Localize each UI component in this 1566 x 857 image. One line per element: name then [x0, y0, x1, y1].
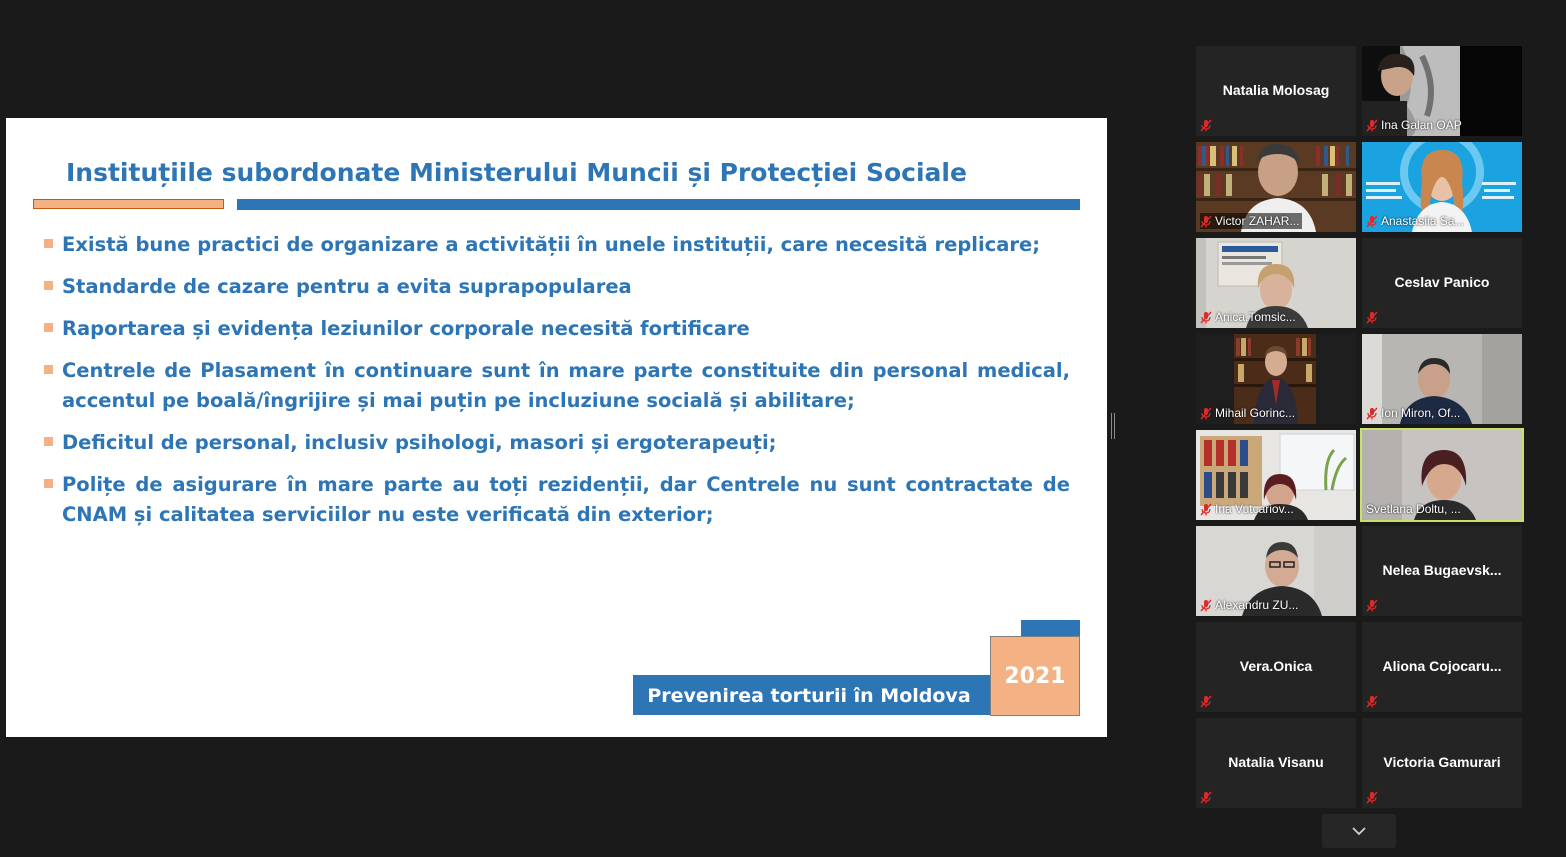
square-bullet-icon	[44, 479, 53, 488]
muted-mic-icon	[1200, 599, 1212, 612]
participant-tile[interactable]	[1196, 622, 1356, 712]
participant-tile[interactable]	[1196, 46, 1356, 136]
muted-mic-icon	[1200, 695, 1212, 708]
muted-mic-icon	[1366, 599, 1378, 612]
muted-mic-icon	[1200, 503, 1212, 516]
shared-screen-slide	[6, 118, 1107, 737]
participant-name: Nelea Bugaevsk...	[1382, 562, 1502, 578]
muted-mic-icon	[1366, 311, 1378, 324]
slide-bullet: Centrele de Plasament în continuare sunt în mare parte constituite din personal medical, accentul pe boală/îngrijire și mai puțin pe incluziune socială și abilitare;	[44, 356, 1070, 416]
participant-name: Natalia Visanu	[1228, 754, 1324, 770]
participant-name: Victor ZAHAR...	[1215, 214, 1300, 228]
participant-tile[interactable]	[1362, 622, 1522, 712]
muted-mic-icon	[1200, 119, 1212, 132]
participant-tile[interactable]	[1196, 526, 1356, 616]
muted-mic-icon	[1366, 407, 1378, 420]
muted-mic-icon	[1366, 215, 1378, 228]
participant-tile[interactable]	[1362, 526, 1522, 616]
participant-name: Alexandru ZU...	[1215, 598, 1299, 612]
participant-tile-active-speaker[interactable]	[1362, 430, 1522, 520]
muted-mic-icon	[1366, 695, 1378, 708]
square-bullet-icon	[44, 437, 53, 446]
participant-tile[interactable]	[1362, 238, 1522, 328]
muted-mic-icon	[1200, 215, 1212, 228]
square-bullet-icon	[44, 323, 53, 332]
title-underline-orange	[33, 199, 224, 209]
muted-mic-icon	[1366, 119, 1378, 132]
square-bullet-icon	[44, 281, 53, 290]
slide-year: 2021	[990, 636, 1080, 716]
slide-bullet: Există bune practici de organizare a activității în unele instituții, care necesită replicare;	[44, 230, 1070, 260]
participant-name: Svetlana Doltu, ...	[1366, 502, 1461, 516]
slide-bullet-list	[44, 230, 1070, 542]
slide-footer-text: Prevenirea torturii în Moldova	[647, 685, 971, 707]
square-bullet-icon	[44, 365, 53, 374]
gallery-next-page-button[interactable]	[1322, 814, 1396, 848]
slide-bullet: Standarde de cazare pentru a evita suprapopularea	[44, 272, 1070, 302]
participant-name: Ina Galan OAP	[1381, 118, 1462, 132]
panel-splitter-handle[interactable]	[1111, 413, 1115, 439]
slide-title: Instituțiile subordonate Ministerului Muncii și Protecției Sociale	[66, 158, 967, 187]
participant-name: Natalia Molosag	[1222, 82, 1330, 98]
slide-bullet: Polițe de asigurare în mare parte au toți rezidenții, dar Centrele nu sunt contractate de CNAM și calitatea serviciilor nu este verificată din exterior;	[44, 470, 1070, 530]
participant-tile[interactable]	[1362, 334, 1522, 424]
participant-tile[interactable]	[1196, 238, 1356, 328]
participant-tile[interactable]	[1196, 334, 1356, 424]
participant-name: Mihail Gorinc...	[1215, 406, 1296, 420]
participant-tile[interactable]	[1362, 46, 1522, 136]
participant-name: Victoria Gamurari	[1383, 754, 1501, 770]
participant-name: Ion Miron, Of...	[1381, 406, 1461, 420]
participant-tile[interactable]	[1196, 142, 1356, 232]
participant-name: Aliona Cojocaru...	[1382, 658, 1502, 674]
chevron-down-icon	[1351, 826, 1367, 836]
participant-name: Anastasiia Sa...	[1381, 214, 1465, 228]
slide-bullet: Raportarea și evidența leziunilor corporale necesită fortificare	[44, 314, 1070, 344]
muted-mic-icon	[1200, 791, 1212, 804]
participant-tile[interactable]	[1362, 718, 1522, 808]
slide-bullet: Deficitul de personal, inclusiv psihologi, masori și ergoterapeuți;	[44, 428, 1070, 458]
participant-name: Ina Vutcariov...	[1215, 502, 1294, 516]
participant-tile[interactable]	[1362, 142, 1522, 232]
year-tab-decoration	[1021, 620, 1080, 636]
participant-name: Ceslav Panico	[1394, 274, 1490, 290]
muted-mic-icon	[1200, 311, 1212, 324]
participant-tile[interactable]	[1196, 430, 1356, 520]
participant-name: Vera.Onica	[1239, 658, 1313, 674]
square-bullet-icon	[44, 239, 53, 248]
participant-name: Anica.Tomsic...	[1215, 310, 1296, 324]
participant-tile[interactable]	[1196, 718, 1356, 808]
muted-mic-icon	[1366, 791, 1378, 804]
title-underline-blue	[237, 199, 1080, 210]
muted-mic-icon	[1200, 407, 1212, 420]
